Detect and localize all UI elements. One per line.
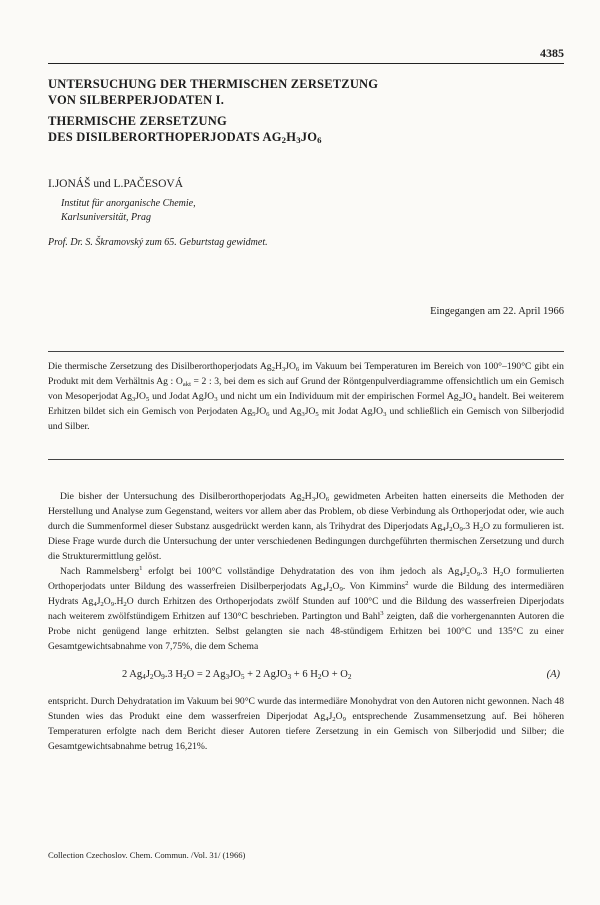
article-title [48,76,568,145]
journal-footer: Collection Czechoslov. Chem. Commun. /Vol. 31/ (1966) [48,850,246,860]
title-line-4: DES DISILBERORTHOPERJODATS $AG_2H_3JO_6$ [48,130,322,145]
equation-formula: 2 $Ag_4J_2O_9.3$ $H_2O = 2$ $Ag_3JO_5 + 2$ AgJO$_3$ + 6 $H_2O + O_2$ [122,669,352,681]
received-date: Eingegangen am 22. April 1966 [430,306,564,317]
authors: I.JONÁŠ und L.PAČESOVÁ [48,178,184,190]
affiliation-line-1: Institut für anorganische Chemie, [61,198,196,209]
title-line-3: THERMISCHE ZERSETZUNG [48,114,227,128]
title-line-1: UNTERSUCHUNG DER THERMISCHEN ZERSETZUNG [48,77,379,91]
page-number: 4385 [540,46,564,60]
paragraph-1: Die bisher der Untersuchung des Disilberorthoperjodats $Ag_2H_3JO_6$ gewidmeten Arbeiten hatten einerseits die Methoden der Herstellung und Analyse zum Gegenstand, weiters vor allem aber das Problem, ob diese Verbindung als Orthoperjodat oder, wie auch durch die Summenformel dieser Substanz ausgedrückt werden kann, als Trihydrat des Diperjodats $Ag_4J_2O_9.3$ $H_2O$ zu formulieren ist. Diese Frage wurde durch die Untersuchung der unter verschiedenen Bedingungen durchgeführten thermischen Zersetzung und durch die Strukturermittlung gelöst. [48,491,564,562]
equation-a [48,658,564,692]
body-text [48,489,564,754]
abstract-bottom-rule [48,459,564,460]
title-line-2: VON SILBERPERJODATEN I. [48,93,225,107]
header-rule [48,63,564,64]
abstract: Die thermische Zersetzung des Disilberorthoperjodats $Ag_2H_3JO_6$ im Vakuum bei Temperaturen im Bereich von 100°–190°C gibt ein Produkt mit dem Verhältnis Ag : $O_{akt} = 2$ : 3, bei dem es sich auf Grund der Röntgenpulverdiagramme offensichtlich um ein Gemisch von Mesoperjodat $Ag_3JO_5$ und Jodat AgJO$_3$ und nicht um ein Individuum mit der empirischen Formel $Ag_2JO_4$ handelt. Bei weiterem Erhitzen bildet sich ein Gemisch von Perjodaten $Ag_5JO_6$ und $Ag_3JO_5$ mit Jodat AgJO$_3$ und schließlich ein Gemisch von Silberjodid und Silber. [48,361,564,432]
affiliation [61,197,196,225]
paragraph-3: entspricht. Durch Dehydratation im Vakuum bei 90°C wurde das intermediäre Monohydrat von den Autoren nicht gewonnen. Nach 48 Stunden wies das Produkt eine dem wasserfreien Diperjodat $Ag_4J_2O_9$ entsprechende Zusammensetzung auf. Bei höheren Temperaturen erfolgte nach dem Bericht dieser Autoren tiefere Zersetzung in ein Gemisch von Silberjodid und Silber; die Gesamtgewichtsabnahme betrug 16,21%. [48,696,565,752]
paragraph-2: Nach Rammelsberg$^1$ erfolgt bei 100°C vollständige Dehydratation des von ihm jedoch als $Ag_4J_2O_9.3$ $H_2O$ formulierten Orthoperjodats unter Bildung des wasserfreien Disilberperjodats $Ag_4J_2O_9$. Von Kimmins$^2$ wurde die Bildung des intermediären Hydrats $Ag_4J_2O_9.H_2O$ durch Erhitzen des Orthoperjodats zwölf Stunden auf 100°C und die Bildung des wasserfreien Diperjodats nach weiterem zwölfstündigem Erhitzen auf 130°C beschrieben. Partington und Bahl$^3$ zeigten, daß die vorhergenannten Autoren die Probe nicht genügend lange erhitzten. Selbst gelangten sie nach 48-stündigem Erhitzen bei 100°C und 135°C zu einer Gesamtgewichtsabnahme von 7,75%, die dem Schema [48,565,565,652]
equation-label: (A) [546,669,560,680]
affiliation-line-2: Karlsuniversität, Prag [61,212,152,223]
dedication: Prof. Dr. S. Škramovský zum 65. Geburtstag gewidmet. [48,237,268,248]
abstract-top-rule [48,351,564,352]
